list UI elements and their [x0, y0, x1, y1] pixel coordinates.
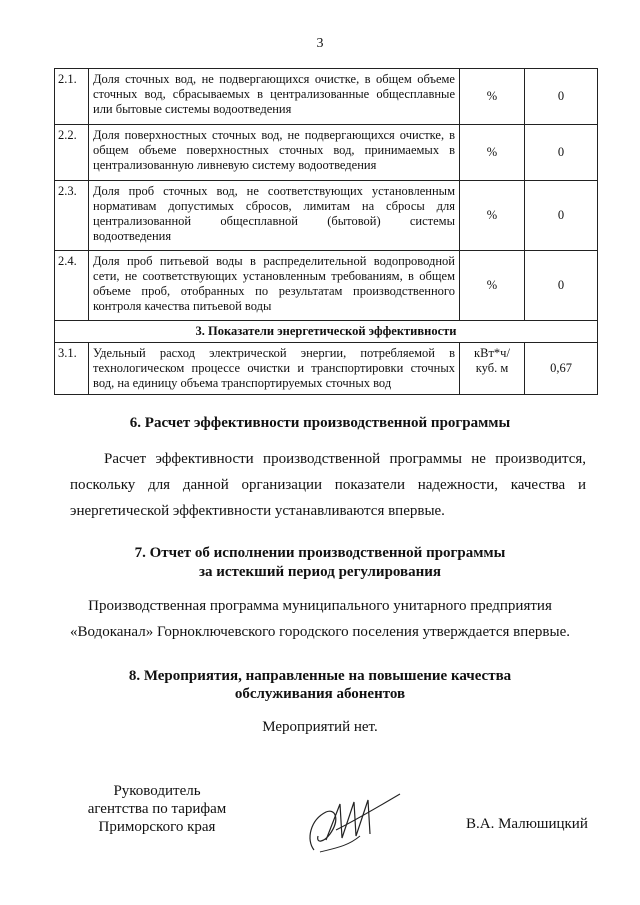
- section-6-title: 6. Расчет эффективности производственной программы: [129, 415, 511, 431]
- signer-line: Руководитель: [113, 783, 201, 799]
- unit-line: куб. м: [475, 361, 509, 375]
- row-description: Доля поверхностных сточных вод, не подвергающихся очистке, в общем объеме поверхностных сточных вод, принимаемых в централизованную ливневую систему водоотведения: [89, 125, 460, 181]
- table-row: [55, 181, 598, 251]
- signer-position: [72, 782, 242, 836]
- unit-line: кВт*ч/: [474, 346, 510, 360]
- row-unit: %: [460, 181, 525, 251]
- row-number: 2.4.: [55, 251, 89, 321]
- signer-line: Приморского края: [98, 819, 216, 835]
- row-number: 3.1.: [55, 343, 89, 395]
- section-7-title-line2: за истекший период регулирования: [198, 564, 442, 580]
- signer-name: В.А. Малюшицкий: [466, 816, 588, 832]
- table-section-row: [55, 321, 598, 343]
- section-6-text-content: Расчет эффективности производственной программы не производится, поскольку для данной организации показатели надежности, качества и энергетической эффективности устанавливаются впервые.: [70, 451, 586, 519]
- section-7-title-line1: 7. Отчет об исполнении производственной программы: [134, 545, 506, 561]
- row-unit: [460, 343, 525, 395]
- row-value: 0: [525, 69, 598, 125]
- section-7-text-line1: Производственная программа муниципального унитарного предприятия: [88, 598, 552, 614]
- section-title: 3. Показатели энергетической эффективности: [55, 321, 598, 343]
- row-description: Удельный расход электрической энергии, потребляемой в технологическом процессе очистки и транспортировки сточных вод, на единицу объема транспортируемых сточных вод: [89, 343, 460, 395]
- section-8-text: Мероприятий нет.: [262, 719, 378, 735]
- row-unit: %: [460, 251, 525, 321]
- table-row: [55, 69, 598, 125]
- table-row: [55, 125, 598, 181]
- signer-line: агентства по тарифам: [87, 801, 227, 817]
- row-value: 0,67: [525, 343, 598, 395]
- row-number: 2.3.: [55, 181, 89, 251]
- page-number: 3: [316, 36, 324, 51]
- indicators-table: [54, 68, 598, 395]
- table-row: [55, 251, 598, 321]
- section-6-text: [70, 446, 586, 524]
- row-description: Доля сточных вод, не подвергающихся очистке, в общем объеме сточных вод, сбрасываемых в централизованные общесплавные или бытовые системы водоотведения: [89, 69, 460, 125]
- row-unit: %: [460, 125, 525, 181]
- table-row: [55, 343, 598, 395]
- row-number: 2.2.: [55, 125, 89, 181]
- row-value: 0: [525, 251, 598, 321]
- section-7-text-line2: «Водоканал» Горноключевского городского поселения утверждается впервые.: [69, 624, 570, 640]
- row-description: Доля проб сточных вод, не соответствующих установленным нормативам допустимых сбросов, лимитам на сбросы для централизованной общесплавной (бытовой) системы водоотведения: [89, 181, 460, 251]
- row-value: 0: [525, 181, 598, 251]
- row-value: 0: [525, 125, 598, 181]
- section-8-title-line1: 8. Мероприятия, направленные на повышение качества: [128, 668, 512, 684]
- row-unit: %: [460, 69, 525, 125]
- section-8-title-line2: обслуживания абонентов: [234, 686, 406, 702]
- row-number: 2.1.: [55, 69, 89, 125]
- row-description: Доля проб питьевой воды в распределительной водопроводной сети, не соответствующих установленным требованиям, в общем объеме проб, отобранных по результатам производственного контроля качества питьевой воды: [89, 251, 460, 321]
- handwritten-signature: [296, 790, 406, 860]
